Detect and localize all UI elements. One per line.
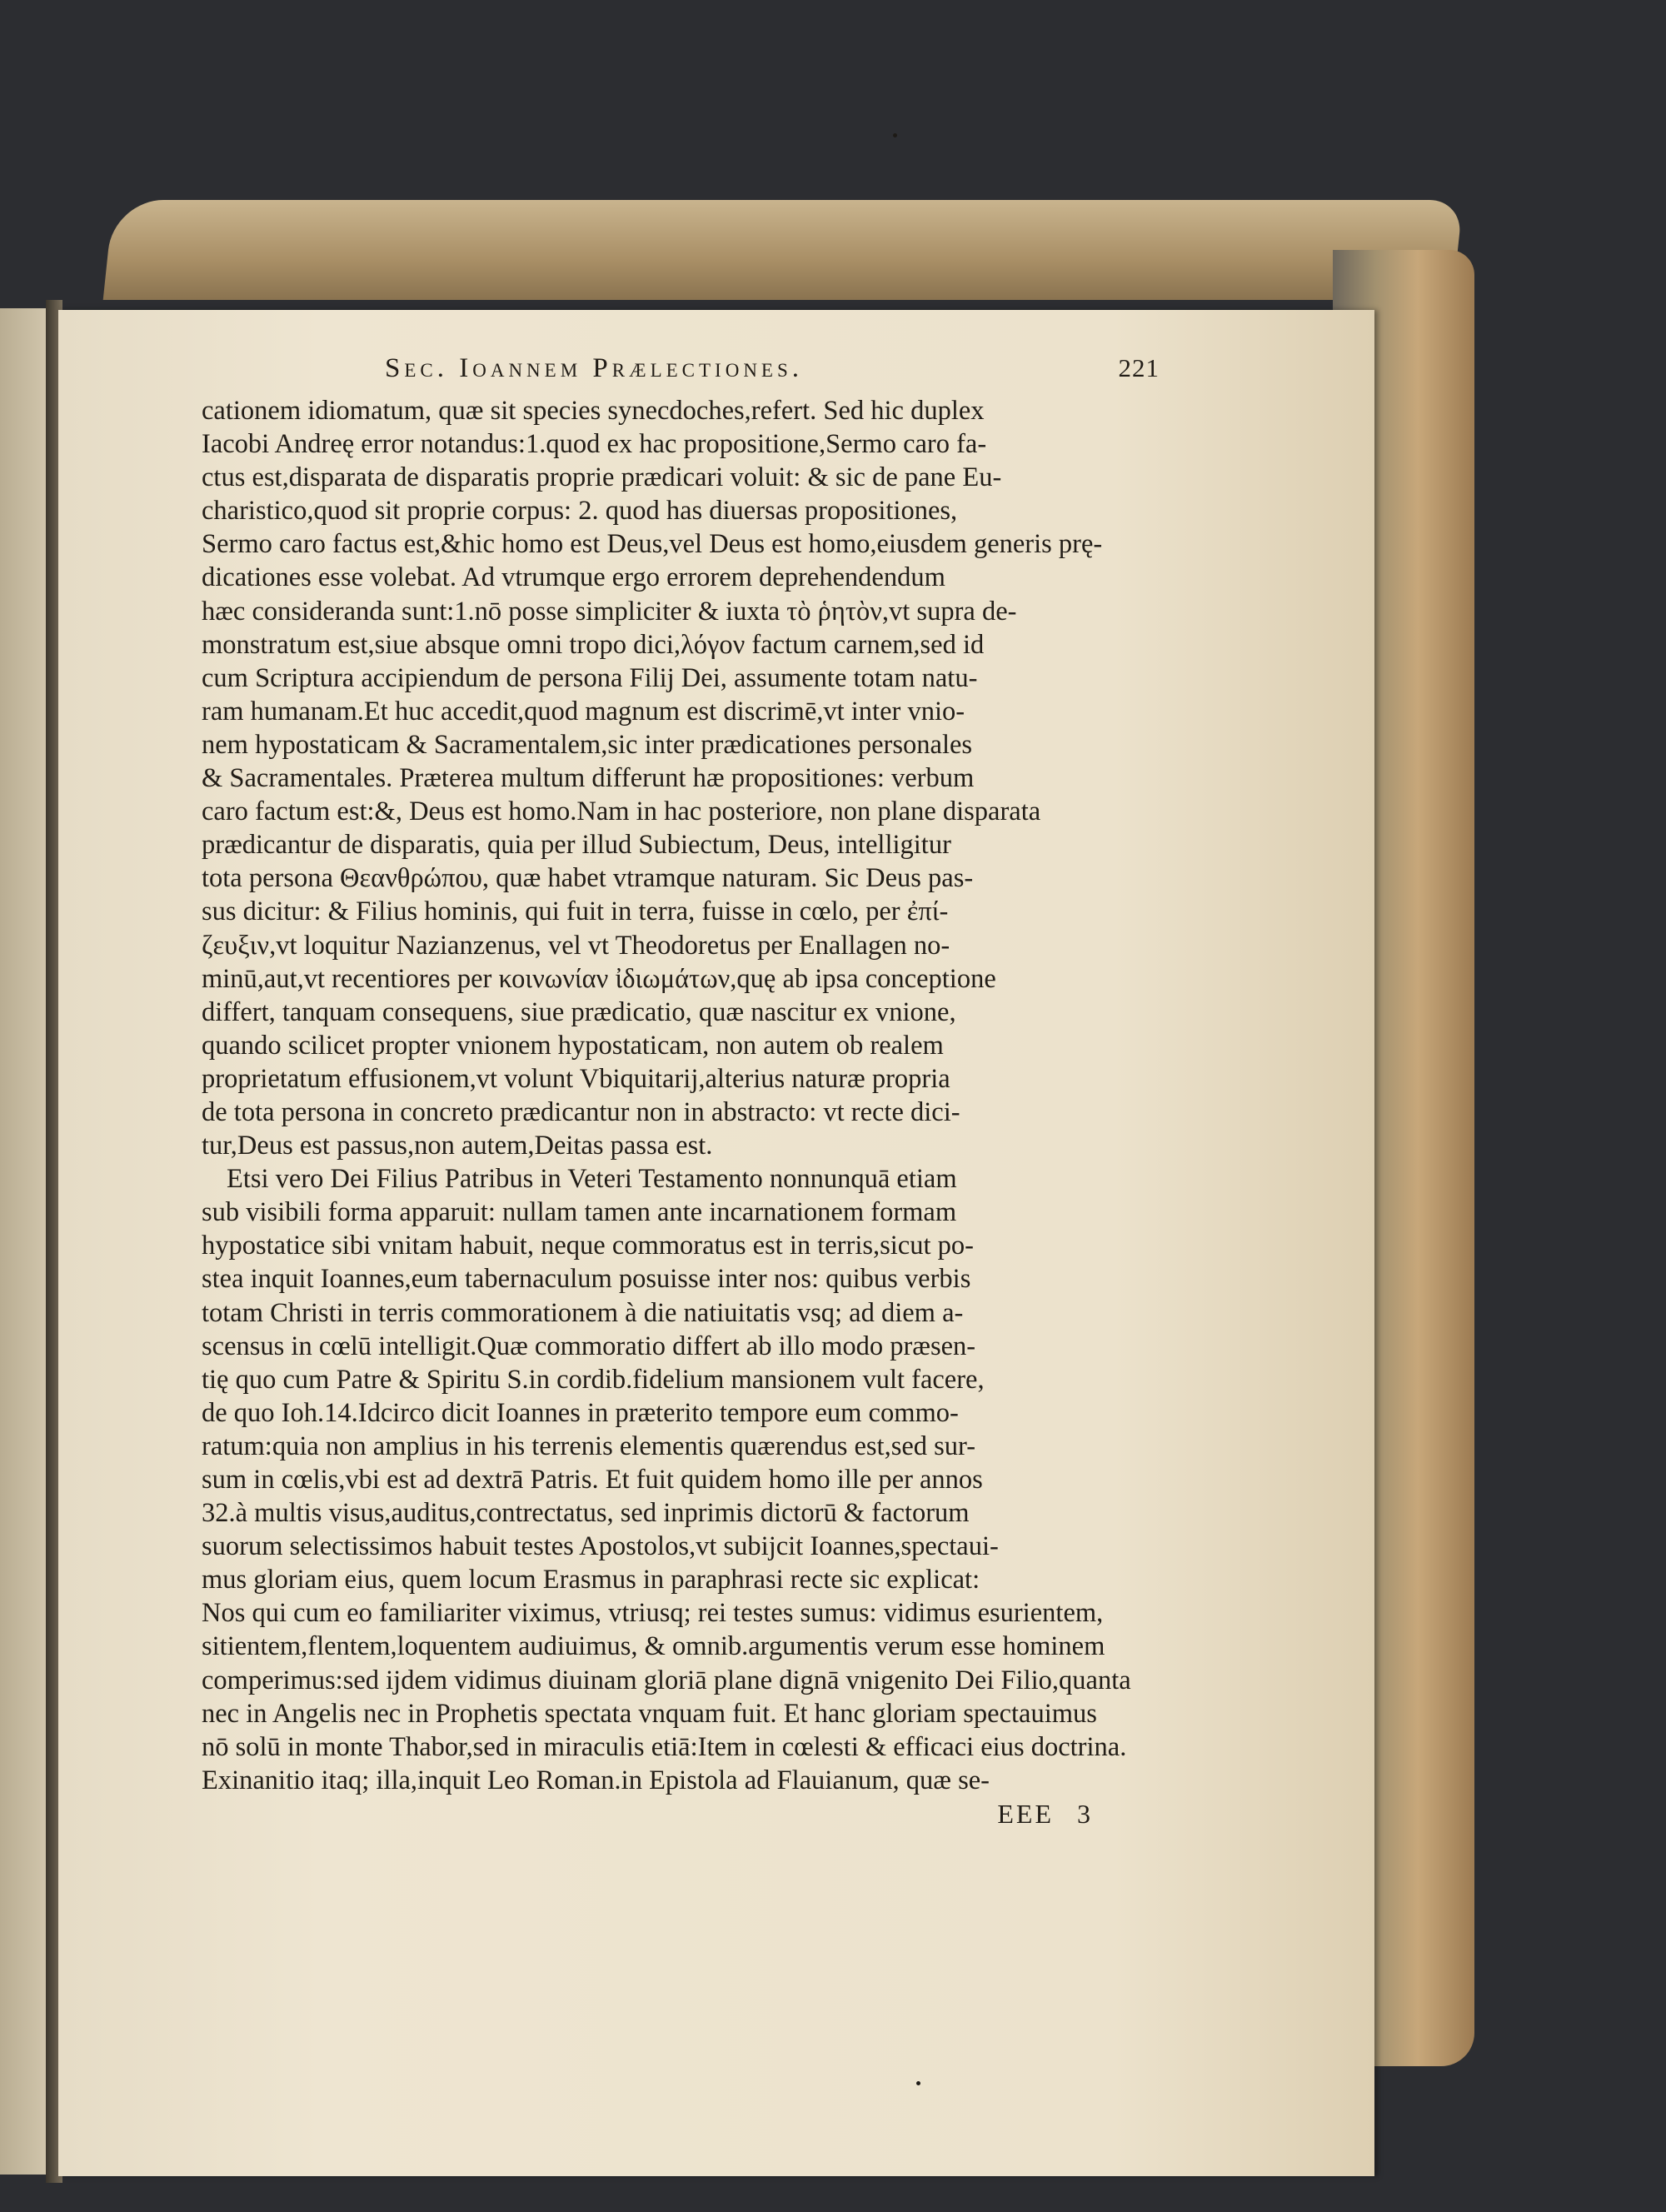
text-line: differt, tanquam consequens, siue prædicatio, quæ nascitur ex vnione, [202, 996, 956, 1027]
text-line: ratum:quia non amplius in his terrenis elementis quærendus est,sed sur- [202, 1431, 976, 1461]
text-line: ζευξιν,vt loquitur Nazianzenus, vel vt Theodoretus per Enallagen no- [202, 930, 950, 961]
text-line: charistico,quod sit proprie corpus: 2. quod has diuersas propositiones, [202, 496, 958, 527]
text-line: 32.à multis visus,auditus,contrectatus, sed inprimis dictorū & factorum [202, 1498, 970, 1529]
text-line: nō solū in monte Thabor,sed in miraculis etiā:Item in cœlesti & efficaci eius doctrina. [202, 1731, 1127, 1762]
running-title: Sec. Ioannem Prælectiones. [385, 353, 804, 383]
catchword: 3 [1077, 1798, 1093, 1829]
text-line: minū,aut,vt recentiores per κοινωνίαν ἰδιωμάτων,quę ab ipsa conceptione [202, 963, 996, 994]
text-line: sum in cœlis,vbi est ad dextrā Patris. Et fuit quidem homo ille per annos [202, 1465, 983, 1495]
text-line: quando scilicet propter vnionem hypostaticam, non autem ob realem [202, 1030, 944, 1061]
text-line: proprietatum effusionem,vt volunt Vbiquitarij,alterius naturæ propria [202, 1063, 950, 1094]
text-line: Iacobi Andreę error notandus:1.quod ex hac propositione,Sermo caro fa- [202, 429, 987, 460]
footer-line [202, 1797, 1160, 1830]
book-top-edge [103, 200, 1464, 300]
book-page [58, 310, 1374, 2176]
speck [893, 133, 897, 137]
text-line: hypostatice sibi vnitam habuit, neque commoratus est in terris,sicut po- [202, 1231, 974, 1261]
text-line: prædicantur de disparatis, quia per illud Subiectum, Deus, intelligitur [202, 830, 951, 861]
text-line: sus dicitur: & Filius hominis, qui fuit in terra, fuisse in cœlo, per ἐπί- [202, 896, 949, 927]
text-line: tię quo cum Patre & Spiritu S.in cordib.fidelium mansionem vult facere, [202, 1364, 985, 1395]
text-line: tur,Deus est passus,non autem,Deitas passa est. [202, 1131, 713, 1161]
text-line: scensus in cœlū intelligit.Quæ commoratio differt ab illo modo præsen- [202, 1331, 976, 1361]
signature-mark: EEE [997, 1798, 1054, 1829]
text-line: sitientem,flentem,loquentem audiuimus, & omnib.argumentis verum esse hominem [202, 1631, 1105, 1662]
text-line: nec in Angelis nec in Prophetis spectata vnquam fuit. Et hanc gloriam spectauimus [202, 1698, 1097, 1729]
text-line: totam Christi in terris commorationem à die natiuitatis vsq; ad diem a- [202, 1297, 964, 1328]
text-line: de tota persona in concreto prædicantur non in abstracto: vt recte dici- [202, 1096, 960, 1127]
running-head [202, 353, 1160, 384]
text-line: monstratum est,siue absque omni tropo dici,λόγον factum carnem,sed id [202, 629, 985, 660]
text-line: comperimus:sed ijdem vidimus diuinam gloriā plane dignā vnigenito Dei Filio,quanta [202, 1665, 1131, 1695]
text-line: sub visibili forma apparuit: nullam tamen ante incarnationem formam [202, 1197, 957, 1228]
text-line: ram humanam.Et huc accedit,quod magnum est discrimē,vt inter vnio- [202, 696, 965, 727]
text-line: Nos qui cum eo familiariter viximus, vtriusq; rei testes sumus: vidimus esurientem, [202, 1598, 1104, 1629]
text-line: cum Scriptura accipiendum de persona Filij Dei, assumente totam natu- [202, 662, 978, 693]
speck [916, 2081, 920, 2085]
text-line: stea inquit Ioannes,eum tabernaculum posuisse inter nos: quibus verbis [202, 1264, 971, 1295]
text-line: Sermo caro factus est,&hic homo est Deus,vel Deus est homo,eiusdem generis prę- [202, 529, 1103, 560]
text-block [202, 353, 1160, 1830]
page-number: 221 [1118, 353, 1160, 382]
text-line: Etsi vero Dei Filius Patribus in Veteri Testamento nonnunquā etiam [227, 1164, 957, 1195]
text-line: cationem idiomatum, quæ sit species synecdoches,refert. Sed hic duplex [202, 396, 985, 426]
text-line: nem hypostaticam & Sacramentalem,sic inter prædicationes personales [202, 729, 973, 760]
text-line: de quo Ioh.14.Idcirco dicit Ioannes in præterito tempore eum commo- [202, 1397, 959, 1428]
text-line: caro factum est:&, Deus est homo.Nam in hac posteriore, non plane disparata [202, 796, 1041, 827]
text-line: ctus est,disparata de disparatis proprie prædicari voluit: & sic de pane Eu- [202, 462, 1002, 493]
body-text [202, 394, 1160, 1797]
text-line: & Sacramentales. Præterea multum differunt hæ propositiones: verbum [202, 763, 975, 794]
text-line: tota persona Θεανθρώπου, quæ habet vtramque naturam. Sic Deus pas- [202, 863, 974, 894]
text-line: Exinanitio itaq; illa,inquit Leo Roman.in Epistola ad Flauianum, quæ se- [202, 1765, 990, 1795]
text-line: suorum selectissimos habuit testes Apostolos,vt subijcit Ioannes,spectaui- [202, 1531, 999, 1562]
text-line: dicationes esse volebat. Ad vtrumque ergo errorem deprehendendum [202, 562, 945, 593]
text-line: hæc consideranda sunt:1.nō posse simpliciter & iuxta τὸ ῥητὸν,vt supra de- [202, 596, 1017, 627]
text-line: mus gloriam eius, quem locum Erasmus in paraphrasi recte sic explicat: [202, 1565, 980, 1595]
